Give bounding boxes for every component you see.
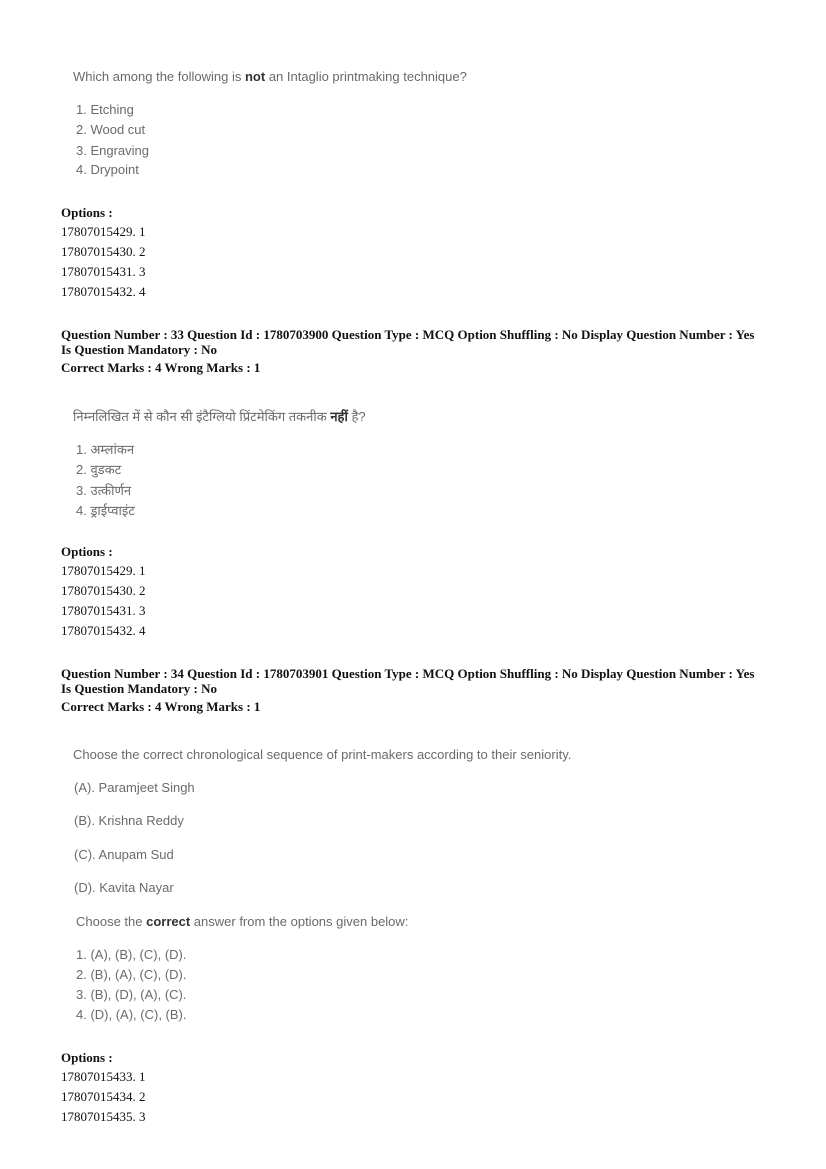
- q34-instruction-bold: correct: [146, 914, 191, 929]
- q34-statement: (A). Paramjeet Singh: [74, 780, 195, 795]
- q34-options-label: Options :: [61, 1050, 113, 1065]
- q33-question-post: है?: [347, 409, 366, 424]
- q32-item: 2. Wood cut: [76, 122, 146, 137]
- q34-option: 17807015435. 3: [61, 1109, 146, 1124]
- q34-choice: 1. (A), (B), (C), (D).: [76, 947, 187, 962]
- q32-option: 17807015432. 4: [61, 284, 146, 299]
- q34-statement: (B). Krishna Reddy: [74, 813, 184, 828]
- q32-question: [73, 69, 467, 84]
- q32-option: 17807015429. 1: [61, 224, 146, 239]
- q33-question: [73, 407, 366, 425]
- q33-option: 17807015429. 1: [61, 563, 146, 578]
- q33-item: 3. उत्कीर्णन: [76, 483, 132, 498]
- q32-option: 17807015430. 2: [61, 244, 146, 259]
- q33-option: 17807015432. 4: [61, 623, 146, 638]
- q34-instruction: [76, 914, 408, 929]
- q34-instruction-pre: Choose the: [76, 914, 147, 929]
- q32-option: 17807015431. 3: [61, 264, 146, 279]
- q33-option: 17807015431. 3: [61, 603, 146, 618]
- q34-statement: (D). Kavita Nayar: [74, 880, 174, 895]
- q34-choice: 4. (D), (A), (C), (B).: [76, 1007, 187, 1022]
- q34-option: 17807015434. 2: [61, 1089, 146, 1104]
- q33-item: 1. अम्लांकन: [76, 442, 135, 457]
- q33-question-pre: निम्नलिखित में से कौन सी इंटैग्लियो प्रिंटमेकिंग तकनीक: [73, 409, 331, 424]
- q34-option: 17807015433. 1: [61, 1069, 146, 1084]
- q33-item: 4. ड्राईप्वाइंट: [76, 503, 135, 518]
- q33-meta-line1: Question Number : 33 Question Id : 1780703900 Question Type : MCQ Option Shuffling : No Display Question Number : Yes: [61, 327, 755, 342]
- q32-question-post: an Intaglio printmaking technique?: [265, 69, 467, 84]
- q33-question-bold: नहीं: [330, 409, 348, 424]
- q34-statement: (C). Anupam Sud: [74, 847, 174, 862]
- q34-instruction-post: answer from the options given below:: [190, 914, 409, 929]
- q33-item: 2. वुडकट: [76, 462, 122, 477]
- q32-item: 1. Etching: [76, 102, 134, 117]
- q34-meta-line2: Is Question Mandatory : No: [61, 681, 218, 696]
- q32-item: 4. Drypoint: [76, 162, 139, 177]
- q34-choice: 2. (B), (A), (C), (D).: [76, 967, 187, 982]
- q32-question-bold: not: [244, 69, 266, 84]
- q34-question: Choose the correct chronological sequence of print-makers according to their seniority.: [73, 747, 572, 762]
- q32-item: 3. Engraving: [76, 143, 149, 158]
- q34-meta-line3: Correct Marks : 4 Wrong Marks : 1: [61, 699, 261, 714]
- q34-meta-line1: Question Number : 34 Question Id : 1780703901 Question Type : MCQ Option Shuffling : No Display Question Number : Yes: [61, 666, 755, 681]
- q33-meta-line3: Correct Marks : 4 Wrong Marks : 1: [61, 360, 261, 375]
- q33-option: 17807015430. 2: [61, 583, 146, 598]
- q32-options-label: Options :: [61, 205, 113, 220]
- q34-choice: 3. (B), (D), (A), (C).: [76, 987, 187, 1002]
- q32-question-pre: Which among the following is: [73, 69, 245, 84]
- q33-meta-line2: Is Question Mandatory : No: [61, 342, 218, 357]
- q33-options-label: Options :: [61, 544, 113, 559]
